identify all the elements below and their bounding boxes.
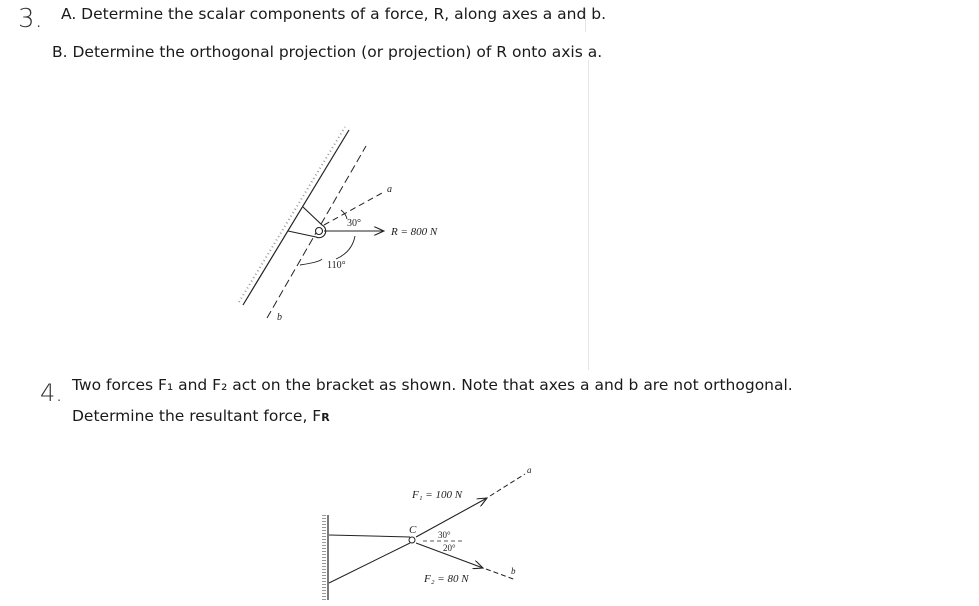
bracket-lower [329,543,410,583]
pin [316,228,323,235]
force-f1-arrow [416,498,487,537]
line-2-text: Determine the resultant force, F [72,407,322,425]
pin-c [409,537,415,543]
force-r-label: R = 800 N [391,226,438,238]
angle-30-label: 30° [347,218,361,229]
wall-hatching [239,127,345,302]
force-f2-label: F₂ = 80 N [424,573,469,585]
bracket-upper [329,535,410,537]
problem-3-number: 3. [18,4,43,34]
angle-110-label: 110° [327,260,346,271]
problem-4-line-1: Two forces F₁ and F₂ act on the bracket as shown. Note that axes a and b are not orthogonal. [72,376,793,394]
problem-3-part-a: A. Determine the scalar components of a force, R, along axes a and b. [61,5,607,23]
problem-3-part-b: B. Determine the orthogonal projection (or projection) of R onto axis a. [52,43,603,61]
wall [243,130,349,305]
axis-b-label: b [511,566,516,576]
problem-4-number: 4. [40,379,63,407]
diagram-problem-3 [239,127,438,323]
force-f1-label: F₁ = 100 N [412,489,463,501]
line-2-subscript: R [321,411,330,424]
point-c-label: C [409,524,417,536]
angle-20-label: 20° [443,543,456,553]
angle-30-label: 30° [438,530,451,540]
diagram-problem-4 [324,465,532,600]
axis-a [490,474,525,496]
axis-b-label: b [277,312,282,323]
axis-a-label: a [387,184,392,195]
axis-a-label: a [527,465,532,475]
